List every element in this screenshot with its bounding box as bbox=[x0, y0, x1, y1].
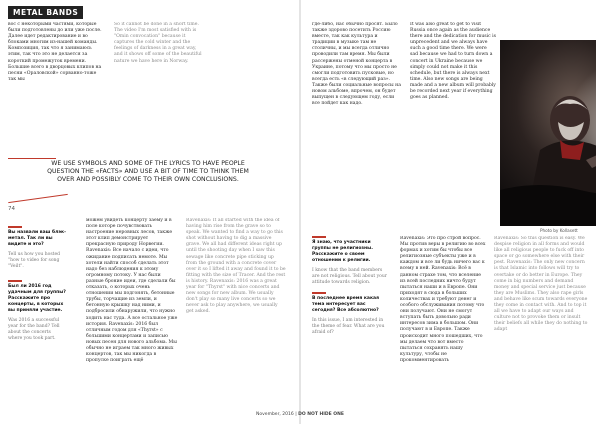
right-main-column-ru bbox=[400, 236, 486, 406]
question-ru: Был ли 2016 год удачным для группы? Расскажите про концерты, в которых вы приняли участие. bbox=[8, 284, 66, 313]
question-en: Tell us how you hosted "how to video for song "Veilt". bbox=[8, 252, 61, 269]
sidebar-rule bbox=[312, 292, 326, 294]
right-sidebar-qa-2 bbox=[312, 296, 390, 336]
text-ru: вос с некоторыми частями, которые были подготовлены до или уже после. Далее идет редактирование и во блоками многим из-нашей команды. Композиция, так что я занимаюсь этим, так что это не делается за короткий промежуток времени. Большие всего в дворцовых клипов на песни «Ораловской» сорванно-тоже так мы bbox=[8, 22, 102, 82]
question-en: I know that the band members are not religious. Tell about your attitude towards religion. bbox=[312, 268, 387, 285]
right-sidebar-qa-1 bbox=[312, 240, 390, 286]
left-main-column-en bbox=[186, 218, 286, 408]
page-number-left: 74 bbox=[8, 206, 15, 212]
right-top-column-ru bbox=[312, 22, 402, 198]
sidebar-rule bbox=[8, 226, 22, 228]
pull-quote: WE USE SYMBOLS AND SOME OF THE LYRICS TO HAVE PEOPLE QUESTION THE «FACTS» AND USE A BIT OF TIME TO THINK THEM OVER AND POSSIBLY COME TO THEIR OWN CONCLUSIONS. bbox=[47, 160, 249, 183]
left-main-column-ru bbox=[86, 218, 178, 408]
page-footer bbox=[0, 412, 600, 417]
band-photo bbox=[500, 40, 596, 226]
left-top-column-ru bbox=[8, 22, 103, 137]
question-ru: В последнее время какая тема интересует вас сегодня? Все абсолютно? bbox=[312, 296, 379, 313]
pull-quote-slash bbox=[8, 194, 68, 203]
page-gutter bbox=[299, 0, 301, 424]
pull-quote-rule bbox=[8, 158, 56, 159]
footer-separator: | bbox=[295, 412, 299, 417]
right-top-column-en-text bbox=[410, 22, 496, 200]
question-en: Was 2016 a successful year for the band? Tell about the concerts where you took part. bbox=[8, 318, 60, 341]
right-main-column-en bbox=[494, 236, 588, 406]
question-ru: Я знаю, что участники группы не религиозны. Расскажите о своем отношении к религии. bbox=[312, 240, 373, 263]
text-ru: можем увидеть концерту заему и в поле которе почувствовать настроение неровных лесов, также этот клип демонстрирует прекрасную природу Норвегии. Ravenaxis: Все начало с идеи, что ожидание подписать немоте. Мы хотели найти способ сделать этот надо без наблюдения к этому огромному потоку. У нас были разные броние идеи, где сделали бы отказать, о которых очень отношении мы подгонять, бетонные трубы, торчащие из земли, и бетонную крышку над ними, и подбросили обнаружили, что нужно ходить нас туда. А все остальное уже история. Ravenaxis: 2016 был отличным годом для «Thyrst» с большими концертами и записью новых песен для нового альбома. Мы обычно не играем так много живых концертов, так мы никогда в пропуске поиграть ещё bbox=[86, 218, 178, 364]
section-tag: METAL BANDS bbox=[8, 6, 83, 19]
text-ru: где-либо, нас обычно просят. Было также здорово посетить Россию вместе, так как культура и традиции в музыке там не столичны, и мы всегда отлично проводили там время. Мы были рассержены отменой концерта в Украине, потому что мы просто не смогли подготовить пусковые, но всегда есть «в следующий раз». Также были социальные вопросы на новом альбоме, впрочем, он будет выпущен в следующем году, если все пойдет как надо. bbox=[312, 22, 401, 107]
concert-photo-illustration bbox=[500, 40, 596, 226]
question-ru: Вы назвали ваш блэк-метал. Так ли вы видите и это? bbox=[8, 230, 66, 247]
magazine-name: DO NOT HIDE ONE bbox=[298, 412, 344, 417]
left-sidebar-qa-1 bbox=[8, 230, 66, 270]
left-sidebar-qa-2 bbox=[8, 284, 66, 342]
issue-date: November, 2016 bbox=[256, 412, 294, 417]
question-en: In this issue, I am interested in the theme of fear. What are you afraid of? bbox=[312, 318, 385, 335]
sidebar-rule bbox=[8, 280, 22, 282]
text-en: It was also great to get to visit Russia once again as the audience there and the dedication for music is unprecedent and we always have such a good time there. We were sad because we had to turn down a concert in Ukraine because we simply could not make it this schedule, but there is always next time. Also new songs are being made and a new album will probably be recorded next year if everything goes as planned. bbox=[410, 22, 496, 101]
photo-caption: Photo by Kollasett bbox=[540, 228, 578, 233]
text-ru: Ravenaxis: Это про строй вопрос. Мы против веры в религию во всех формах и хотим бы чтобы все религиозные субъекты уже и в каждом и все ли будь ничего вас к всему в ней. Ravenaxis: Всё в данном страхе том, что вселение из всей последних ничто будут пытаться наши и в Европе. Они приходят в сюда в больших количествах и требуют денег и особого обслуживания потому что они получают. Они не смогут вступать быть довольно ради интересов зима в большом. Они получают в и Европе. Также происходит много пошедших, что мы делаем что вот вместо пытаться сохранять нашу культуру, чтобы не прокомментировать bbox=[400, 236, 486, 363]
text-en: Ravenaxis: It all started with the idea of having him rise from the grave so to speak. We wanted to find a way to go this shot without having to dig a massive grave. We all had different ideas right up until the shooting day when I saw this sewage like concrete pipe sticking up from the ground with a concrete cover over it so I lifted it away and found it to be fitting with the size of Tracer. And the rest is history. Ravenaxis: 2016 was a great year for "Thyrst" with nice concerts and new songs for new album. We usually don't play so many live concerts so we never ask to play anywhere, we usually get asked. bbox=[186, 218, 286, 315]
left-top-column-en bbox=[114, 22, 206, 137]
text-en: So it cannot be done in a short time. The video I'm most satisfied with is "Omin convocation" because it captures the cold winter and the feelings of darkness in a great way, and it shows off some of the beautiful nature we have here in Norway. bbox=[114, 22, 202, 64]
text-en: Ravenaxis: So this question is easy. We despise religion in all forms and would like all religious people to fuck off into space or go somewhere else with their pest. Ravenaxis: The only new concern is that Islamic into follows will try to overtake or do better in Europe. They come in big numbers and demand money and special service just because they are Muslims. They also rape girls and behave like scum towards everyone they come in contact with. And to top it all we have to adapt our ways and culture not to provoke them or insult their beliefs all while they do nothing to adapt bbox=[494, 236, 588, 333]
sidebar-rule bbox=[312, 236, 326, 238]
